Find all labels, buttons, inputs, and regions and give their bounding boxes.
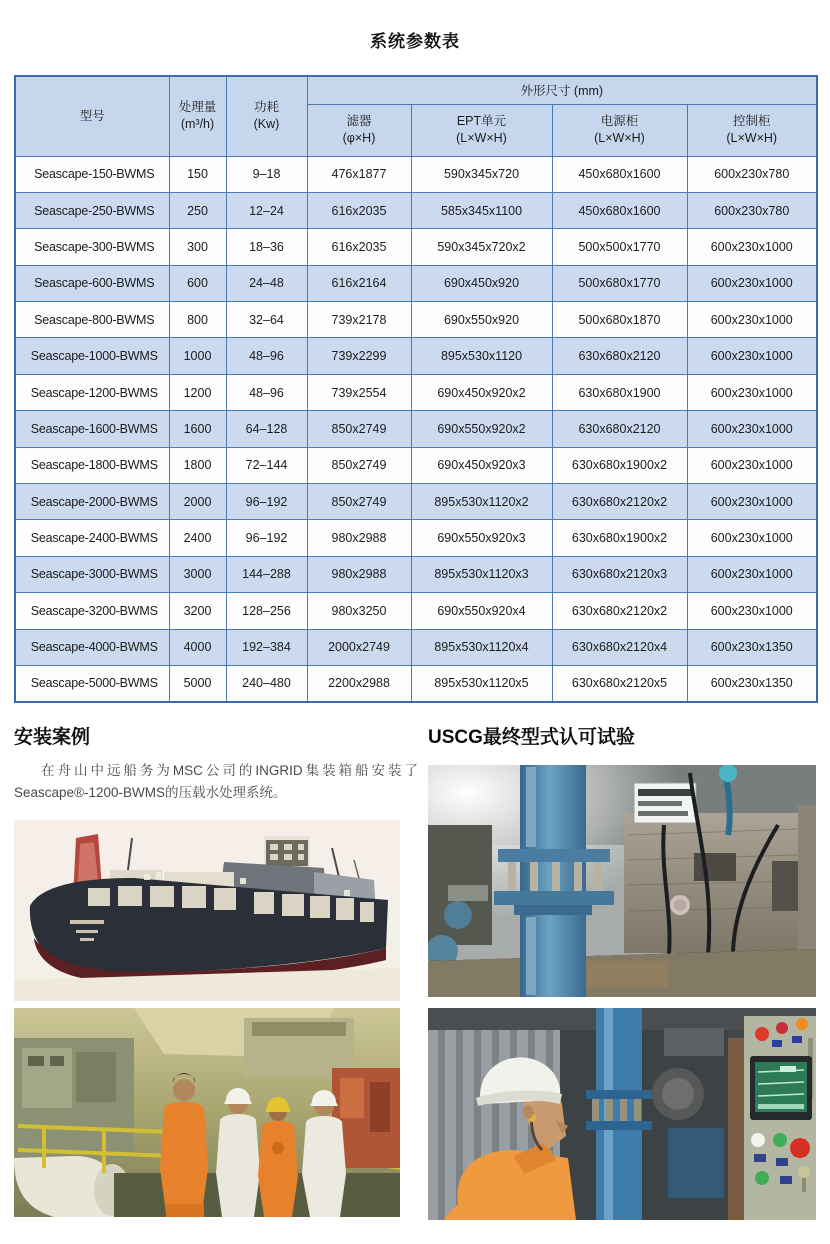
value-cell: 980x2988 (307, 556, 411, 592)
table-row (15, 593, 817, 629)
value-cell: 476x1877 (307, 156, 411, 192)
model-cell: Seascape-150-BWMS (15, 156, 169, 192)
value-cell: 600x230x1000 (687, 302, 817, 338)
ship-photo (14, 820, 400, 1001)
col-header-power: 功耗 (Kw) (226, 76, 307, 156)
value-cell: 96–192 (226, 484, 307, 520)
value-cell: 739x2299 (307, 338, 411, 374)
value-cell: 739x2178 (307, 302, 411, 338)
table-row (15, 520, 817, 556)
value-cell: 2000 (169, 484, 226, 520)
value-cell: 630x680x1900 (552, 374, 687, 410)
value-cell: 192–384 (226, 629, 307, 665)
col-header-ept: EPT单元 (L×W×H) (411, 104, 552, 156)
value-cell: 12–24 (226, 192, 307, 228)
value-cell: 630x680x2120x5 (552, 665, 687, 701)
col-header-model: 型号 (15, 76, 169, 156)
install-cases-paragraph: 在舟山中远船务为MSC公司的INGRID集装箱船安装了Seascape®-1200-BWMS的压载水处理系统。 (14, 763, 418, 800)
uscg-test-heading: USCG最终型式认可试验 (428, 727, 635, 748)
value-cell: 600x230x1000 (687, 520, 817, 556)
value-cell: 590x345x720x2 (411, 229, 552, 265)
value-cell: 616x2164 (307, 265, 411, 301)
value-cell: 630x680x1900x2 (552, 520, 687, 556)
value-cell: 1000 (169, 338, 226, 374)
table-row (15, 192, 817, 228)
table-row (15, 447, 817, 483)
value-cell: 630x680x2120x2 (552, 593, 687, 629)
model-cell: Seascape-250-BWMS (15, 192, 169, 228)
table-body (15, 156, 817, 702)
value-cell: 24–48 (226, 265, 307, 301)
model-cell: Seascape-300-BWMS (15, 229, 169, 265)
value-cell: 600x230x1000 (687, 338, 817, 374)
table-row (15, 229, 817, 265)
model-cell: Seascape-600-BWMS (15, 265, 169, 301)
table-row (15, 374, 817, 410)
value-cell: 32–64 (226, 302, 307, 338)
value-cell: 9–18 (226, 156, 307, 192)
value-cell: 630x680x2120 (552, 338, 687, 374)
value-cell: 980x3250 (307, 593, 411, 629)
system-parameter-table (14, 75, 816, 703)
value-cell: 3200 (169, 593, 226, 629)
col-header-control-cabinet: 控制柜 (L×W×H) (687, 104, 817, 156)
model-cell: Seascape-5000-BWMS (15, 665, 169, 701)
model-cell: Seascape-4000-BWMS (15, 629, 169, 665)
value-cell: 895x530x1120x4 (411, 629, 552, 665)
col-header-power-cabinet: 电源柜 (L×W×H) (552, 104, 687, 156)
value-cell: 1800 (169, 447, 226, 483)
value-cell: 2000x2749 (307, 629, 411, 665)
model-cell: Seascape-3200-BWMS (15, 593, 169, 629)
value-cell: 1600 (169, 411, 226, 447)
value-cell: 1200 (169, 374, 226, 410)
value-cell: 690x550x920x2 (411, 411, 552, 447)
col-header-capacity: 处理量 (m³/h) (169, 76, 226, 156)
table-row (15, 338, 817, 374)
model-cell: Seascape-800-BWMS (15, 302, 169, 338)
install-cases-heading: 安装案例 (14, 727, 91, 748)
value-cell: 600x230x1000 (687, 593, 817, 629)
value-cell: 18–36 (226, 229, 307, 265)
value-cell: 600x230x1000 (687, 556, 817, 592)
value-cell: 500x500x1770 (552, 229, 687, 265)
value-cell: 600x230x1000 (687, 411, 817, 447)
value-cell: 600x230x1000 (687, 447, 817, 483)
value-cell: 895x530x1120 (411, 338, 552, 374)
equipment-test-photo (428, 765, 816, 997)
value-cell: 980x2988 (307, 520, 411, 556)
value-cell: 450x680x1600 (552, 192, 687, 228)
value-cell: 64–128 (226, 411, 307, 447)
value-cell: 48–96 (226, 338, 307, 374)
model-cell: Seascape-2400-BWMS (15, 520, 169, 556)
value-cell: 600x230x1000 (687, 484, 817, 520)
model-cell: Seascape-1800-BWMS (15, 447, 169, 483)
value-cell: 850x2749 (307, 484, 411, 520)
value-cell: 72–144 (226, 447, 307, 483)
value-cell: 690x450x920x3 (411, 447, 552, 483)
value-cell: 850x2749 (307, 447, 411, 483)
value-cell: 800 (169, 302, 226, 338)
value-cell: 585x345x1100 (411, 192, 552, 228)
table-row (15, 265, 817, 301)
value-cell: 96–192 (226, 520, 307, 556)
value-cell: 690x450x920 (411, 265, 552, 301)
value-cell: 630x680x2120x2 (552, 484, 687, 520)
page-title: 系统参数表 (370, 32, 460, 51)
table-row (15, 629, 817, 665)
model-cell: Seascape-2000-BWMS (15, 484, 169, 520)
model-cell: Seascape-1600-BWMS (15, 411, 169, 447)
value-cell: 500x680x1870 (552, 302, 687, 338)
value-cell: 850x2749 (307, 411, 411, 447)
value-cell: 895x530x1120x2 (411, 484, 552, 520)
value-cell: 500x680x1770 (552, 265, 687, 301)
value-cell: 600x230x1000 (687, 374, 817, 410)
value-cell: 630x680x2120 (552, 411, 687, 447)
value-cell: 895x530x1120x3 (411, 556, 552, 592)
model-cell: Seascape-1000-BWMS (15, 338, 169, 374)
value-cell: 690x550x920 (411, 302, 552, 338)
value-cell: 144–288 (226, 556, 307, 592)
value-cell: 300 (169, 229, 226, 265)
value-cell: 600x230x1000 (687, 265, 817, 301)
value-cell: 690x550x920x3 (411, 520, 552, 556)
table-row (15, 665, 817, 701)
value-cell: 2200x2988 (307, 665, 411, 701)
value-cell: 690x550x920x4 (411, 593, 552, 629)
table-row (15, 156, 817, 192)
table-row (15, 556, 817, 592)
value-cell: 600x230x1350 (687, 665, 817, 701)
table-row (15, 484, 817, 520)
table-row (15, 302, 817, 338)
value-cell: 2400 (169, 520, 226, 556)
value-cell: 600x230x1350 (687, 629, 817, 665)
value-cell: 630x680x2120x3 (552, 556, 687, 592)
table-row (15, 411, 817, 447)
value-cell: 450x680x1600 (552, 156, 687, 192)
value-cell: 600x230x780 (687, 156, 817, 192)
col-header-dimensions-group: 外形尺寸 (mm) (307, 76, 817, 104)
value-cell: 128–256 (226, 593, 307, 629)
value-cell: 616x2035 (307, 229, 411, 265)
value-cell: 616x2035 (307, 192, 411, 228)
value-cell: 240–480 (226, 665, 307, 701)
value-cell: 4000 (169, 629, 226, 665)
params-table (14, 75, 818, 703)
value-cell: 590x345x720 (411, 156, 552, 192)
value-cell: 150 (169, 156, 226, 192)
control-panel-photo (428, 1008, 816, 1220)
value-cell: 600x230x780 (687, 192, 817, 228)
value-cell: 895x530x1120x5 (411, 665, 552, 701)
value-cell: 630x680x1900x2 (552, 447, 687, 483)
value-cell: 600 (169, 265, 226, 301)
value-cell: 48–96 (226, 374, 307, 410)
col-header-filter: 滤器 (φ×H) (307, 104, 411, 156)
value-cell: 250 (169, 192, 226, 228)
model-cell: Seascape-1200-BWMS (15, 374, 169, 410)
value-cell: 600x230x1000 (687, 229, 817, 265)
value-cell: 5000 (169, 665, 226, 701)
value-cell: 690x450x920x2 (411, 374, 552, 410)
value-cell: 3000 (169, 556, 226, 592)
value-cell: 630x680x2120x4 (552, 629, 687, 665)
crew-photo (14, 1008, 400, 1217)
model-cell: Seascape-3000-BWMS (15, 556, 169, 592)
value-cell: 739x2554 (307, 374, 411, 410)
